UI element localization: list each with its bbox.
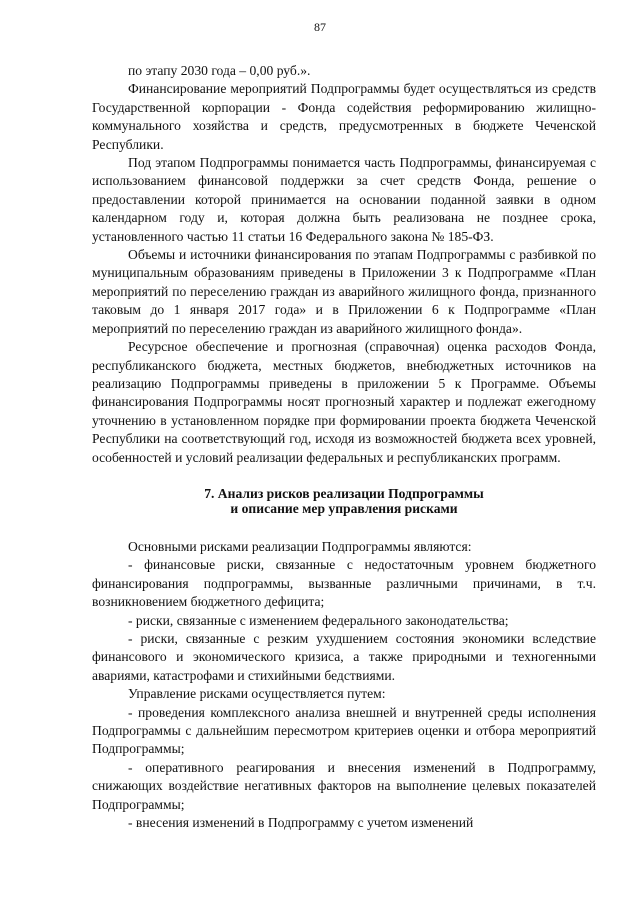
document-body [92, 62, 596, 832]
list-item: - проведения комплексного анализа внешней и внутренней среды исполнения Подпрограммы с дальнейшим пересмотром критериев оценки и отбора мероприятий Подпрограммы; [92, 704, 596, 757]
section-heading-line-2: и описание мер управления рисками [230, 500, 458, 516]
list-item: - финансовые риски, связанные с недостаточным уровнем бюджетного финансирования подпрограммы, вызванные различными причинами, в т.ч. возникновением бюджетного дефицита; [92, 557, 596, 610]
list-item: - внесения изменений в Подпрограмму с учетом изменений [128, 815, 474, 831]
list-item: - оперативного реагирования и внесения изменений в Подпрограмму, снижающих воздействие негативных факторов на выполнение целевых показателей Подпрограммы; [92, 759, 596, 812]
section-heading [92, 486, 596, 516]
list-item: - риски, связанные с изменением федерального законодательства; [128, 612, 509, 628]
paragraph: Финансирование мероприятий Подпрограммы будет осуществляться из средств Государственной корпорации - Фонда содействия реформированию жилищно-коммунального хозяйства и средств, предусмотренных в бюджете Чеченской Республики. [92, 81, 596, 152]
paragraph: Объемы и источники финансирования по этапам Подпрограммы с разбивкой по муниципальным образованиям приведены в Приложении 3 к Подпрограмме «План мероприятий по переселению граждан из аварийного жилищного фонда, признанного таковым до 1 января 2017 года» и в Приложении 6 к Подпрограмме «План мероприятий по переселению граждан из аварийного жилищного фонда». [92, 247, 596, 336]
page-number: 87 [314, 20, 326, 34]
paragraph: Под этапом Подпрограммы понимается часть Подпрограммы, финансируемая с использованием финансовой поддержки за счет средств Фонда, решение о предоставлении которой принимается на основании поданной заявки в одном календарном году и, которая должна быть реализована не позднее срока, установленного частью 11 статьи 16 Федерального закона № 185-ФЗ. [92, 155, 596, 244]
section-heading-line-1: 7. Анализ рисков реализации Подпрограммы [204, 485, 484, 501]
paragraph: Основными рисками реализации Подпрограммы являются: [128, 538, 472, 554]
paragraph: по этапу 2030 года – 0,00 руб.». [128, 63, 311, 78]
paragraph: Управление рисками осуществляется путем: [128, 686, 386, 702]
paragraph: Ресурсное обеспечение и прогнозная (справочная) оценка расходов Фонда, республиканского бюджета, местных бюджетов, внебюджетных источников на реализацию Подпрограммы приведены в приложении 5 к Программе. Объемы финансирования Подпрограммы носят прогнозный характер и подлежат ежегодному уточнению в установленном порядке при формировании проекта бюджета Чеченской Республики на соответствующий год, исходя из возможностей бюджета всех уровней, особенностей и условий реализации федеральных и республиканских программ. [92, 339, 596, 465]
list-item: - риски, связанные с резким ухудшением состояния экономики вследствие финансового и экономического кризиса, а также природными и техногенными авариями, катастрофами и стихийными бедствиями. [92, 630, 596, 683]
